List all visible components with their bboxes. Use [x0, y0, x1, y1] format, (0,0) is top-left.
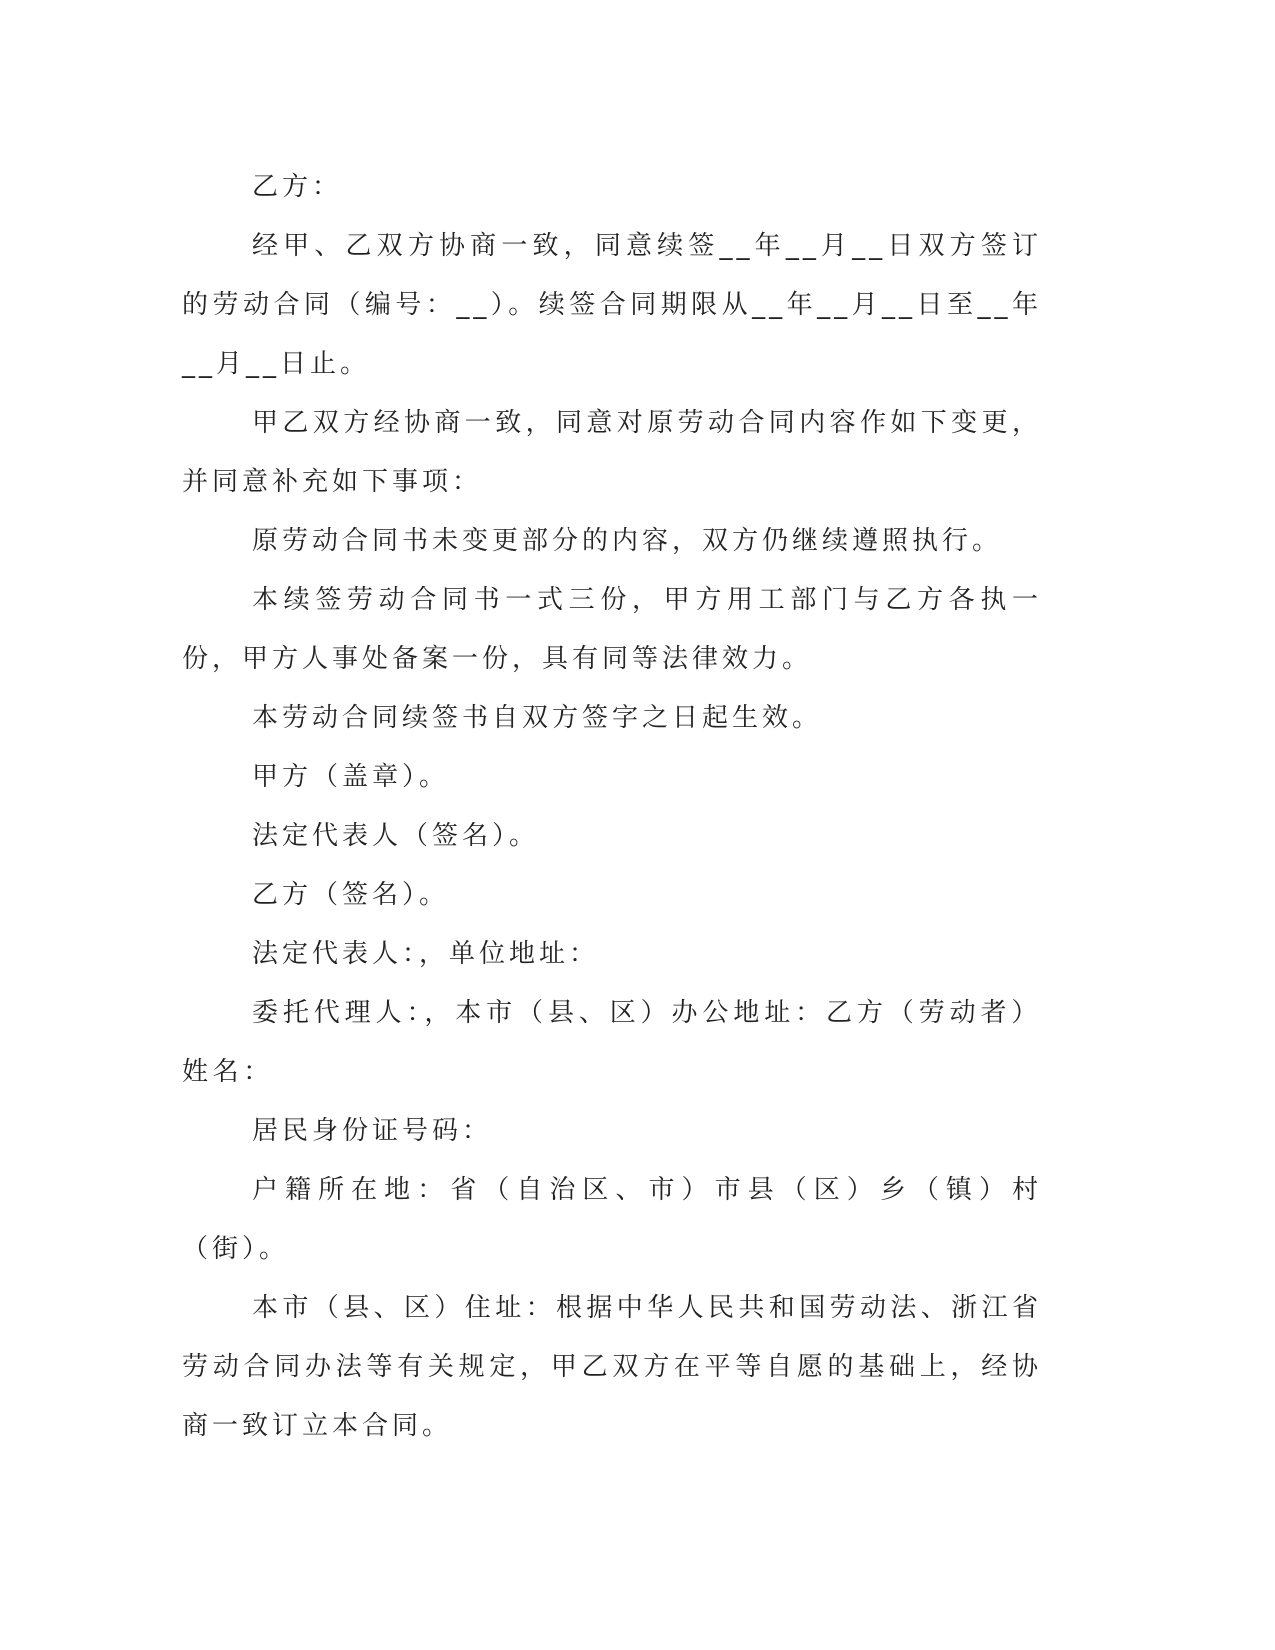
paragraph-legal-rep-sign: 法定代表人（签名）。 [252, 821, 540, 851]
paragraph-id-number: 居民身份证号码： [252, 1116, 493, 1146]
paragraph-residence-basis: 本市（县、区）住址：根据中华人民共和国劳动法、浙江省劳动合同办法等有关规定，甲乙双方在平等自愿的基础上，经协商一致订立本合同。 [182, 1293, 1042, 1441]
paragraph-household-registration: 户籍所在地：省（自治区、市）市县（区）乡（镇）村（街）。 [182, 1175, 1042, 1264]
paragraph-agent-office: 委托代理人：，本市（县、区）办公地址：乙方（劳动者）姓名： [182, 998, 1042, 1087]
paragraph-legal-rep-address: 法定代表人：，单位地址： [252, 939, 600, 969]
document-body [182, 158, 1042, 1456]
paragraph-amendments: 甲乙双方经协商一致，同意对原劳动合同内容作如下变更，并同意补充如下事项： [182, 408, 1042, 497]
paragraph-party-b: 乙方： [252, 172, 343, 202]
paragraph-unchanged-parts: 原劳动合同书未变更部分的内容，双方仍继续遵照执行。 [252, 526, 1003, 556]
paragraph-renewal-terms: 经甲、乙双方协商一致，同意续签__年__月__日双方签订的劳动合同（编号：__）。续签合同期限从__年__月__日至__年__月__日止。 [182, 231, 1042, 379]
paragraph-effective: 本劳动合同续签书自双方签字之日起生效。 [252, 703, 823, 733]
paragraph-party-b-sign: 乙方（签名）。 [252, 880, 450, 910]
paragraph-copies: 本续签劳动合同书一式三份，甲方用工部门与乙方各执一份，甲方人事处备案一份，具有同等法律效力。 [182, 585, 1042, 674]
paragraph-party-a-seal: 甲方（盖章）。 [252, 762, 450, 792]
